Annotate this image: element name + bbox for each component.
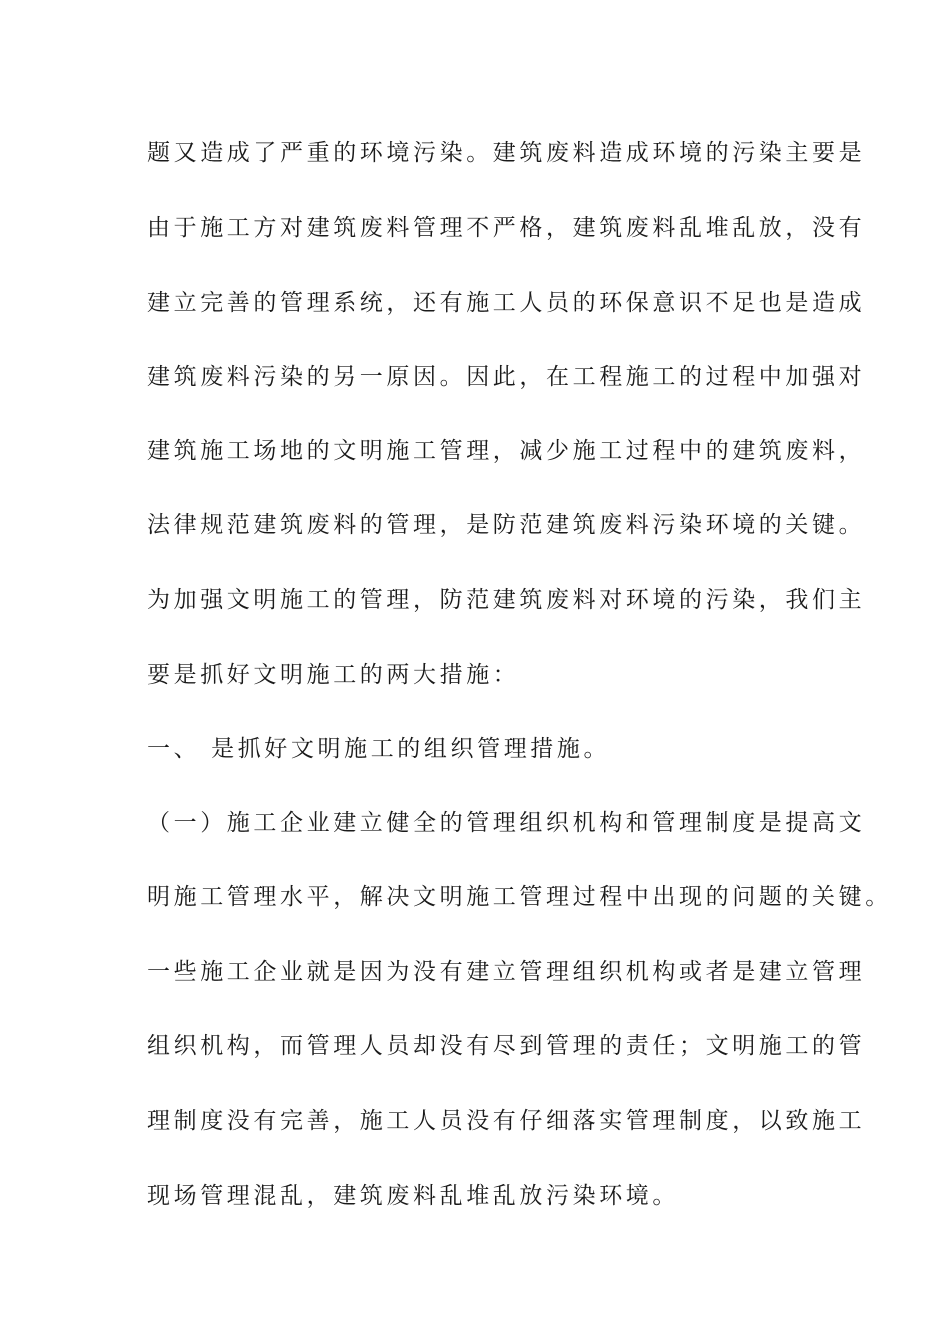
paragraph-line-2: 由于施工方对建筑废料管理不严格，建筑废料乱堆乱放，没有 (147, 215, 866, 241)
subsection-line-5: 理制度没有完善，施工人员没有仔细落实管理制度，以致施工 (147, 1108, 866, 1134)
subsection-line-3: 一些施工企业就是因为没有建立管理组织机构或者是建立管理 (147, 959, 866, 985)
paragraph-line-1: 题又造成了严重的环境污染。建筑废料造成环境的污染主要是 (147, 140, 866, 166)
paragraph-line-8: 要是抓好文明施工的两大措施： (147, 662, 520, 688)
section-heading-1: 一、 是抓好文明施工的组织管理措施。 (147, 736, 611, 762)
paragraph-line-3: 建立完善的管理系统，还有施工人员的环保意识不足也是造成 (147, 290, 866, 316)
paragraph-line-4: 建筑废料污染的另一原因。因此，在工程施工的过程中加强对 (147, 364, 866, 390)
paragraph-line-7: 为加强文明施工的管理，防范建筑废料对环境的污染，我们主 (147, 587, 866, 613)
paragraph-line-5: 建筑施工场地的文明施工管理，减少施工过程中的建筑废料， (147, 438, 866, 464)
subsection-line-6: 现场管理混乱，建筑废料乱堆乱放污染环境。 (147, 1183, 679, 1209)
subsection-line-1: （一）施工企业建立健全的管理组织机构和管理制度是提高文 (147, 810, 866, 836)
subsection-line-4: 组织机构，而管理人员却没有尽到管理的责任；文明施工的管 (147, 1033, 866, 1059)
paragraph-line-6: 法律规范建筑废料的管理，是防范建筑废料污染环境的关键。 (147, 512, 866, 538)
subsection-line-2: 明施工管理水平，解决文明施工管理过程中出现的问题的关键。 (147, 884, 892, 910)
